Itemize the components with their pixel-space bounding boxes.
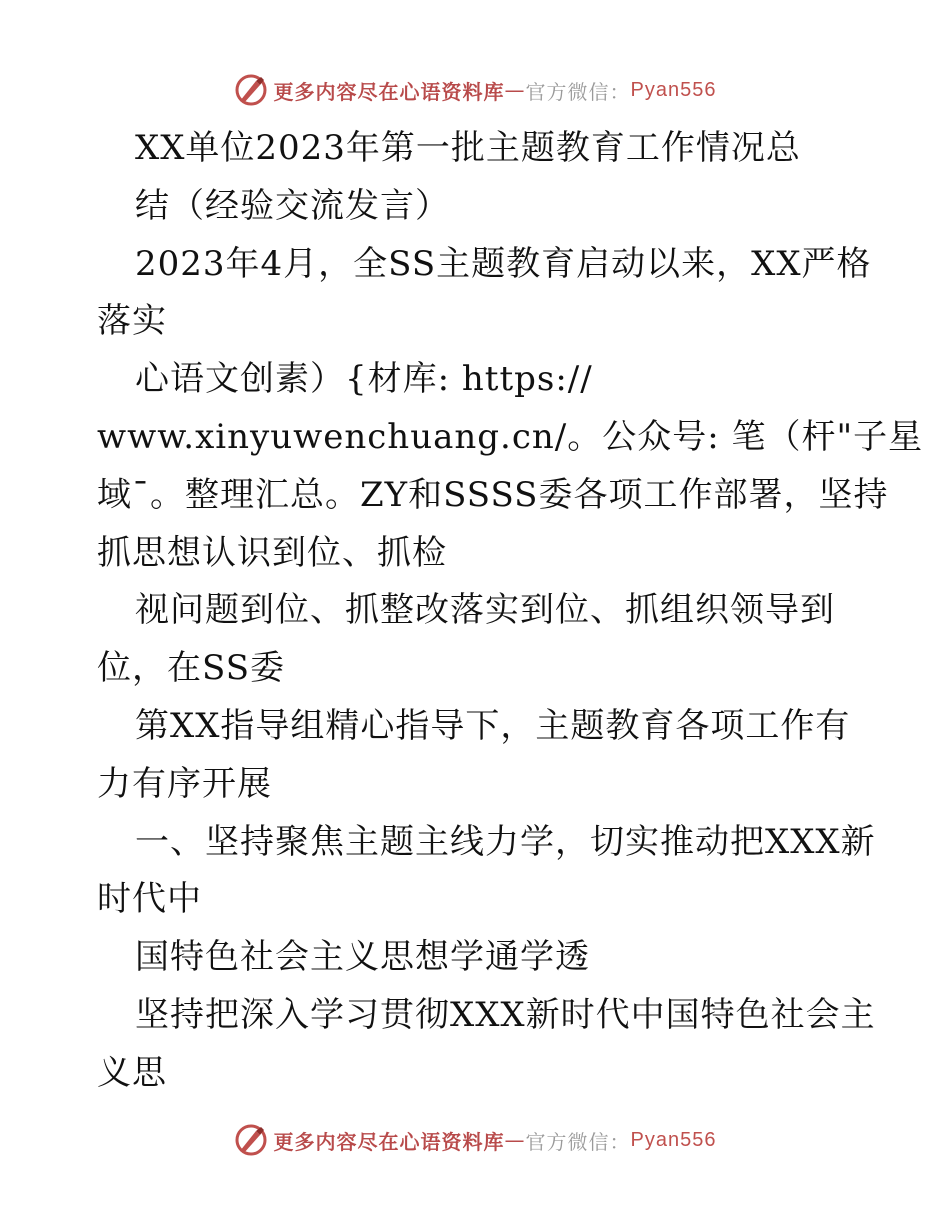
section-heading-line: 时代中	[97, 879, 202, 920]
watermark-main-text: 更多内容尽在心语资料库	[273, 1129, 505, 1154]
watermark-official-label: 官方微信	[525, 1129, 610, 1154]
paragraph-line: www.xinyuwenchuang.cn/。公众号: 笔（杆"子星	[97, 416, 924, 457]
footer-watermark	[0, 1120, 950, 1160]
section-heading-line: 国特色社会主义思想学通学透	[135, 937, 590, 978]
paragraph-line: 义思	[97, 1052, 167, 1093]
paragraph-line: 域¯。整理汇总。ZY和SSSS委各项工作部署，坚持	[97, 474, 889, 515]
paragraph-line: 2023年4月，全SS主题教育启动以来，XX严格	[135, 243, 872, 284]
paragraph-line: 第XX指导组精心指导下，主题教育各项工作有	[135, 705, 851, 746]
paragraph-line: 坚持把深入学习贯彻XXX新时代中国特色社会主	[135, 994, 876, 1035]
document-body	[97, 120, 924, 1103]
header-watermark	[0, 70, 950, 110]
watermark-official-label: 官方微信	[525, 79, 610, 104]
section-heading-line: 一、坚持聚焦主题主线力学，切实推动把XXX新	[135, 821, 876, 862]
watermark-dash: —	[504, 78, 526, 102]
document-title-line-1: XX单位2023年第一批主题教育工作情况总	[135, 128, 801, 168]
paragraph-line: 心语文创素）{材库: https://	[135, 359, 593, 400]
paragraph-line: 视问题到位、抓整改落实到位、抓组织领导到	[135, 590, 835, 631]
quill-logo-icon	[234, 73, 268, 107]
quill-logo-icon	[234, 1123, 268, 1157]
watermark-colon: ：	[609, 79, 631, 104]
watermark-main-text: 更多内容尽在心语资料库	[273, 79, 505, 104]
watermark-dash: —	[504, 1128, 526, 1152]
paragraph-line: 力有序开展	[97, 763, 272, 804]
paragraph-line: 落实	[97, 301, 167, 342]
watermark-colon: ：	[609, 1129, 631, 1154]
watermark-wechat-id: Pyan556	[630, 1128, 717, 1151]
document-title-line-2: 结（经验交流发言）	[135, 185, 450, 226]
paragraph-line: 抓思想认识到位、抓检	[97, 532, 447, 573]
paragraph-line: 位，在SS委	[97, 648, 285, 689]
watermark-wechat-id: Pyan556	[630, 78, 717, 101]
